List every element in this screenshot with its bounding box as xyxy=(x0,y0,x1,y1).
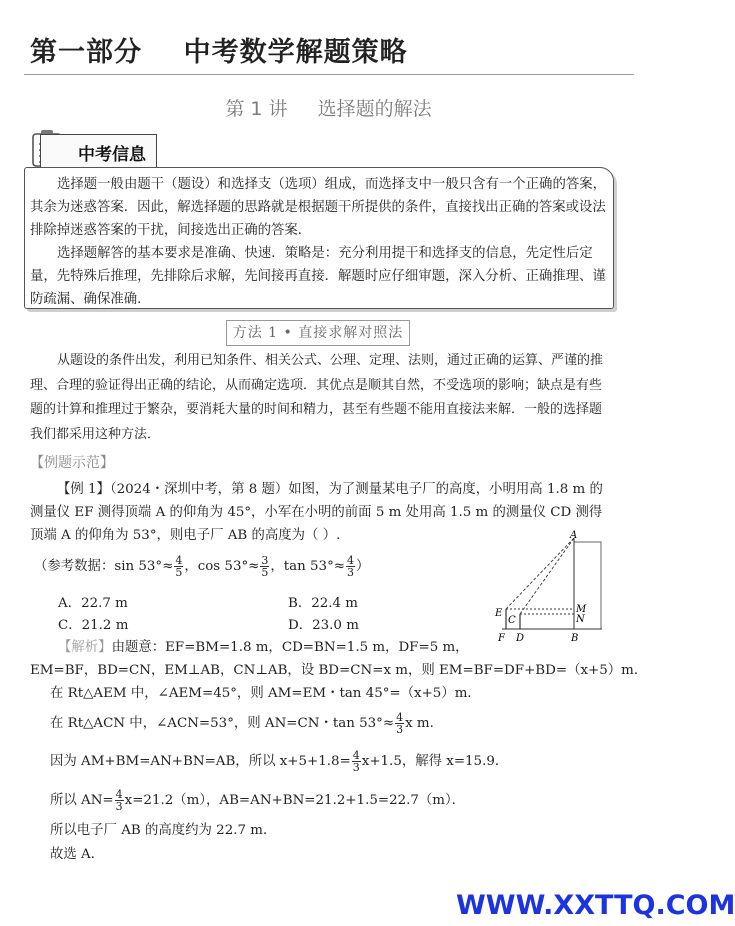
solution-line-5 xyxy=(50,750,508,773)
part-title: 第一部分 中考数学解题策略 xyxy=(30,37,408,68)
reference-sin: sin 53°≈ xyxy=(114,559,174,574)
label-N: N xyxy=(576,614,585,625)
numerator: 4 xyxy=(115,788,123,801)
reference-prefix: （参考数据： xyxy=(34,559,115,574)
example-question: 如图，为了测量某电子厂的高度，小明用高 1.8 m 的测量仪 EF 测得顶端 A 的仰角为 45°，小军在小明的前面 5 m 处用高 1.5 m 的测量仪 CD 测得顶端 A 的仰角为 53°，则电子厂 AB 的高度为（ ）. xyxy=(30,482,603,543)
option-d xyxy=(288,614,359,633)
solution-text-1: 由题意：EF=BM=1.8 m，CD=BN=1.5 m，DF=5 m， xyxy=(111,640,469,655)
tan-denominator: 3 xyxy=(346,566,354,579)
solution-text-6a: 所以 AN= xyxy=(50,793,114,808)
info-paragraph-1: 选择题一般由题干（题设）和选择支（选项）组成，而选择支中一般只含有一个正确的答案，其余为迷惑答案．因此，解选择题的思路就是根据题干所提供的条件，直接找出正确的答案或设法排除掉迷惑答案的干扰，间接选出正确的答案． xyxy=(30,177,607,238)
sin-numerator: 4 xyxy=(175,554,183,567)
info-label: 中考信息 xyxy=(78,145,146,165)
option-value: 22.7 m xyxy=(81,596,128,611)
label-A: A xyxy=(570,530,578,541)
solution-line-1 xyxy=(58,636,469,659)
example-source: （2024・深圳中考，第 8 题） xyxy=(109,482,289,497)
solution-text-5a: 因为 AM+BM=AN+BN=AB，所以 x+5+1.8= xyxy=(50,754,351,769)
label-M: M xyxy=(576,604,587,615)
watermark-logo: WWW.XXTTQ.COM xyxy=(456,890,735,921)
reference-data xyxy=(34,555,369,578)
option-a xyxy=(58,592,128,611)
option-value: 22.4 m xyxy=(311,596,359,611)
fraction-sin xyxy=(174,555,183,578)
fraction-4-3 xyxy=(395,712,404,735)
solution-line-4 xyxy=(50,712,443,735)
solution-text-4a: 在 Rt△ACN 中，∠ACN=53°，则 AN=CN・tan 53°≈ xyxy=(50,716,395,731)
option-letter: A． xyxy=(58,596,82,611)
method-title: 方法 1 • 直接求解对照法 xyxy=(226,320,410,346)
label-B: B xyxy=(571,633,579,644)
option-b xyxy=(288,592,358,611)
denominator: 3 xyxy=(115,800,123,813)
info-paragraph-2: 选择题解答的基本要求是准确、快速．策略是：充分利用提干和选择支的信息，先定性后定量，先特殊后推理，先排除后求解，先间接再直接．解题时应仔细审题，深入分析、正确推理、谨防疏漏、确保准确． xyxy=(30,246,606,307)
option-value: 23.0 m xyxy=(312,618,359,633)
solution-line-7: 所以电子厂 AB 的高度约为 22.7 m． xyxy=(50,823,277,838)
label-F: F xyxy=(498,633,505,644)
denominator: 3 xyxy=(396,723,404,736)
sin-denominator: 5 xyxy=(175,566,183,579)
fraction-tan xyxy=(346,555,355,578)
solution-line-8: 故选 A． xyxy=(50,847,105,862)
option-letter: C． xyxy=(58,618,82,633)
solution-line-2: EM=BF，BD=CN，EM⊥AB，CN⊥AB，设 BD=CN=x m，则 EM=BF=DF+BD=（x+5）m． xyxy=(30,663,648,678)
fraction-4-3 xyxy=(115,789,124,812)
line-CA xyxy=(520,538,574,614)
solution-line-6 xyxy=(50,789,465,812)
line-EA xyxy=(506,538,574,609)
title-rule xyxy=(24,74,634,75)
method-paragraph: 从题设的条件出发，利用已知条件、相关公式、公理、定理、法则，通过正确的运算、严谨的推理、合理的验证得出正确的结论，从而确定选项．其优点是顺其自然，不受选项的影响；缺点是有些题的计算和推理过于繁杂，要消耗大量的时间和精力，甚至有些题不能用直接法来解．一般的选择题我们都采用这种方法． xyxy=(30,353,604,442)
lecture-title: 第 1 讲 选择题的解法 xyxy=(225,98,432,120)
example-header: 【例题示范】 xyxy=(30,455,114,471)
reference-cos: ，cos 53°≈ xyxy=(184,559,260,574)
option-letter: B． xyxy=(288,596,312,611)
denominator: 3 xyxy=(352,761,360,774)
reference-suffix: ） xyxy=(355,559,370,574)
fraction-cos xyxy=(260,555,269,578)
numerator: 4 xyxy=(352,749,360,762)
example-tag: 【例 1】 xyxy=(57,482,110,497)
label-C: C xyxy=(508,615,516,626)
reference-tan: ，tan 53°≈ xyxy=(270,559,345,574)
solution-text-4b: x m． xyxy=(405,716,443,731)
solution-line-3: 在 Rt△AEM 中，∠AEM=45°，则 AM=EM・tan 45°=（x+5）m． xyxy=(50,686,481,701)
option-c xyxy=(58,614,128,633)
option-value: 21.2 m xyxy=(81,618,129,633)
fraction-4-3 xyxy=(352,750,361,773)
solution-tag: 【解析】 xyxy=(58,640,112,655)
numerator: 4 xyxy=(396,711,404,724)
option-letter: D． xyxy=(288,618,313,633)
solution-text-5b: x+1.5，解得 x=15.9． xyxy=(361,754,509,769)
label-E: E xyxy=(495,608,503,619)
label-D: D xyxy=(516,633,525,644)
cos-denominator: 5 xyxy=(261,566,269,579)
geometry-figure xyxy=(490,528,610,646)
cos-numerator: 3 xyxy=(261,554,269,567)
solution-text-6b: x=21.2（m），AB=AN+BN=21.2+1.5=22.7（m）． xyxy=(124,793,466,808)
tan-numerator: 4 xyxy=(346,554,354,567)
